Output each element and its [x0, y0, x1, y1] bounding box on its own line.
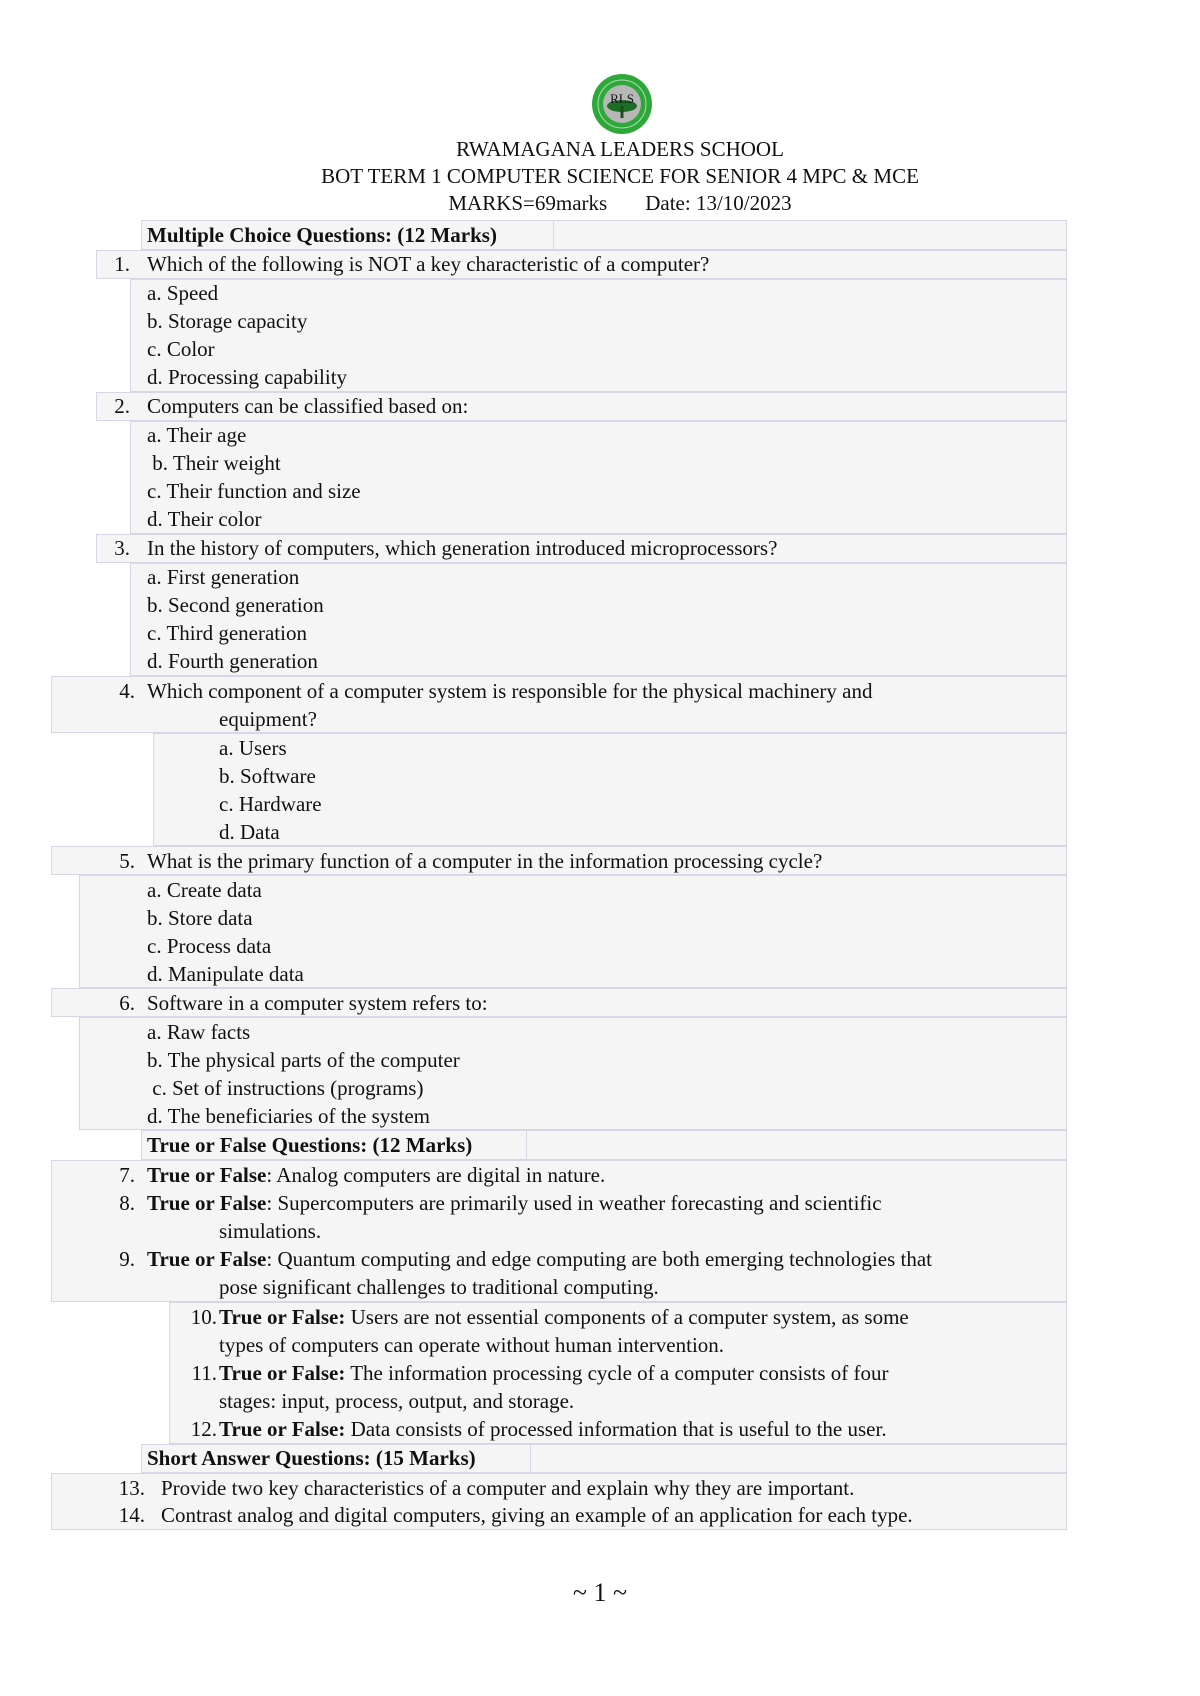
option: c. Their function and size	[147, 479, 361, 503]
question-text: Contrast analog and digital computers, giving an example of an application for each type.	[161, 1503, 913, 1527]
question-text: True or False: Supercomputers are primarily used in weather forecasting and scientific	[147, 1191, 882, 1215]
question-text: What is the primary function of a computer in the information processing cycle?	[147, 849, 823, 873]
option: d. Data	[219, 820, 280, 844]
question-text: Provide two key characteristics of a computer and explain why they are important.	[161, 1476, 855, 1500]
option: d. The beneficiaries of the system	[147, 1104, 431, 1128]
question-number: 7.	[119, 1163, 135, 1187]
question-number: 3.	[114, 536, 130, 560]
section-title-mcq: Multiple Choice Questions: (12 Marks)	[147, 223, 497, 247]
option: c. Color	[147, 337, 215, 361]
option: c. Third generation	[147, 621, 307, 645]
option: a. First generation	[147, 565, 300, 589]
question-number: 9.	[119, 1247, 135, 1271]
question-text-continued: types of computers can operate without human intervention.	[219, 1333, 725, 1357]
question-text: Which of the following is NOT a key characteristic of a computer?	[147, 252, 710, 276]
exam-title: BOT TERM 1 COMPUTER SCIENCE FOR SENIOR 4 MPC & MCE	[321, 164, 919, 188]
option: b. Store data	[147, 906, 253, 930]
logo-text: RLS	[610, 91, 634, 106]
question-number: 14.	[118, 1503, 145, 1527]
option: a. Raw facts	[147, 1020, 251, 1044]
question-number: 13.	[118, 1476, 145, 1500]
question-number: 12.	[190, 1417, 217, 1441]
question-number: 4.	[119, 679, 135, 703]
question-number: 1.	[114, 252, 130, 276]
question-text: True or False: Data consists of processed information that is useful to the user.	[219, 1417, 887, 1441]
true-false-label: True or False:	[219, 1361, 346, 1385]
option: c. Hardware	[219, 792, 322, 816]
option: b. Second generation	[147, 593, 324, 617]
question-text: Which component of a computer system is responsible for the physical machinery and	[147, 679, 873, 703]
true-false-label: True or False	[147, 1163, 267, 1187]
true-false-label: True or False:	[219, 1417, 346, 1441]
question-text: Computers can be classified based on:	[147, 394, 469, 418]
option: d. Fourth generation	[147, 649, 318, 673]
option: a. Users	[219, 736, 287, 760]
question-number: 2.	[114, 394, 130, 418]
school-name: RWAMAGANA LEADERS SCHOOL	[456, 137, 784, 161]
question-text: True or False: Quantum computing and edge computing are both emerging technologies that	[147, 1247, 932, 1271]
option: a. Speed	[147, 281, 219, 305]
option: a. Create data	[147, 878, 262, 902]
option: c. Set of instructions (programs)	[147, 1076, 424, 1100]
question-text: Software in a computer system refers to:	[147, 991, 488, 1015]
true-false-label: True or False	[147, 1247, 267, 1271]
option: a. Their age	[147, 423, 247, 447]
question-number: 10.	[190, 1305, 217, 1329]
page-number: ~ 1 ~	[572, 1578, 628, 1607]
question-text-continued: equipment?	[219, 707, 317, 731]
option: d. Manipulate data	[147, 962, 304, 986]
section-title-short-answer: Short Answer Questions: (15 Marks)	[147, 1446, 476, 1470]
option: b. The physical parts of the computer	[147, 1048, 460, 1072]
true-false-label: True or False	[147, 1191, 267, 1215]
question-text: In the history of computers, which generation introduced microprocessors?	[147, 536, 778, 560]
option: b. Software	[219, 764, 316, 788]
question-text: True or False: Users are not essential components of a computer system, as some	[219, 1305, 909, 1329]
question-number: 8.	[119, 1191, 135, 1215]
option: d. Their color	[147, 507, 262, 531]
question-text: True or False: The information processing cycle of a computer consists of four	[219, 1361, 889, 1385]
total-marks: MARKS=69marks	[448, 191, 608, 215]
option: c. Process data	[147, 934, 272, 958]
question-number: 6.	[119, 991, 135, 1015]
option: b. Storage capacity	[147, 309, 308, 333]
question-text: True or False: Analog computers are digital in nature.	[147, 1163, 606, 1187]
question-number: 11.	[191, 1361, 217, 1385]
exam-date: Date: 13/10/2023	[645, 191, 792, 215]
question-text-continued: stages: input, process, output, and storage.	[219, 1389, 575, 1413]
option: d. Processing capability	[147, 365, 348, 389]
question-number: 5.	[119, 849, 135, 873]
school-logo	[591, 73, 653, 135]
section-title-true-false: True or False Questions: (12 Marks)	[147, 1133, 473, 1157]
marks-date-line	[0, 190, 1200, 217]
question-text-continued: pose significant challenges to traditional computing.	[219, 1275, 659, 1299]
question-text-continued: simulations.	[219, 1219, 322, 1243]
option: b. Their weight	[147, 451, 281, 475]
true-false-label: True or False:	[219, 1305, 346, 1329]
